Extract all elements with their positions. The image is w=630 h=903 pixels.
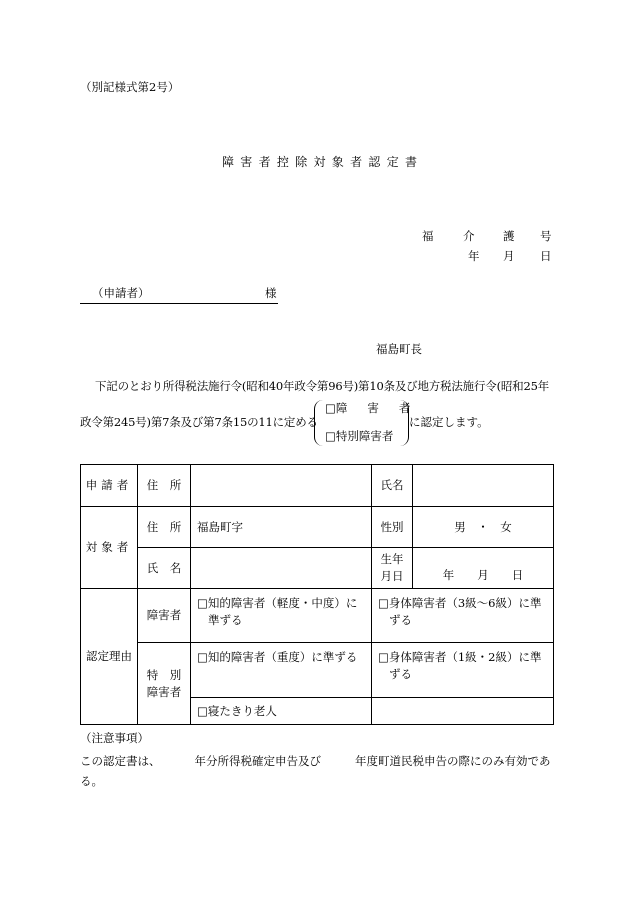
subject-birth-field[interactable]: 年 月 日 xyxy=(413,548,554,589)
subject-address-label: 住 所 xyxy=(138,507,191,548)
option-disabled-b: 害 xyxy=(367,401,379,415)
option-disabled[interactable] xyxy=(325,403,410,415)
applicant-name-label: 氏名 xyxy=(372,465,413,507)
intellectual-severe-text: □知的障害者（重度）に準ずる xyxy=(197,650,358,664)
notes-text xyxy=(80,751,555,791)
issue-number-char-3: 護 xyxy=(503,229,515,243)
subject-name-field[interactable] xyxy=(191,548,372,589)
intellectual-severe-option[interactable] xyxy=(191,643,372,698)
issue-date-month: 月 xyxy=(503,249,515,263)
option-disabled-a: □障 xyxy=(325,401,348,415)
subject-address-field[interactable]: 福島町字 xyxy=(191,507,372,548)
subject-gender-field[interactable]: 男 ・ 女 xyxy=(413,507,554,548)
subject-gender-label: 性別 xyxy=(372,507,413,548)
notes-heading: （注意事項） xyxy=(80,731,149,745)
disabled-label: 障害者 xyxy=(138,589,191,643)
notes-text-c: 年度町道民税申告の際にのみ有効である。 xyxy=(80,754,551,788)
option-disabled-c: 者 xyxy=(398,401,411,415)
applicant-address-label: 住 所 xyxy=(138,465,191,507)
birth-label-line-1: 生年 xyxy=(380,552,404,567)
applicant-row-label: 申請者 xyxy=(81,465,138,507)
birth-label-line-2: 月日 xyxy=(380,569,404,583)
special-label-line-2: 障害者 xyxy=(146,684,182,699)
body-text-line-1: 下記のとおり所得税法施行令(昭和40年政令第96号)第10条及び地方税法施行令(昭和25年 xyxy=(95,379,549,393)
intellectual-mild-text: □知的障害者（軽度・中度）に準ずる xyxy=(197,596,358,627)
document-title: 障害者控除対象者認定書 xyxy=(222,155,424,169)
body-text-line-2-end: に認定します。 xyxy=(409,415,489,429)
physical-mild-option[interactable] xyxy=(372,589,554,643)
certification-table xyxy=(80,464,554,725)
body-text-line-2: 政令第245号)第7条及び第7条15の11に定める xyxy=(80,415,318,429)
empty-cell xyxy=(372,698,554,725)
form-number: （別記様式第2号） xyxy=(80,80,180,94)
subject-name-label: 氏 名 xyxy=(138,548,191,589)
bedridden-option[interactable]: □寝たきり老人 xyxy=(191,698,372,725)
notes-text-b: 年分所得税確定申告及び xyxy=(194,754,321,768)
applicant-name-field[interactable] xyxy=(413,465,554,507)
issue-number-char-4: 号 xyxy=(540,229,552,243)
subject-row-label: 対象者 xyxy=(81,507,138,589)
special-label-line-1: 特 別 xyxy=(146,667,182,682)
applicant-label: （申請者） xyxy=(92,286,150,300)
issue-date-year: 年 xyxy=(468,249,480,263)
intellectual-mild-option[interactable] xyxy=(191,589,372,643)
physical-severe-option[interactable] xyxy=(372,643,554,698)
applicant-address-field[interactable] xyxy=(191,465,372,507)
issuer-name: 福島町長 xyxy=(376,342,422,356)
issue-date-day: 日 xyxy=(540,249,552,263)
reason-row-label: 認定理由 xyxy=(81,589,138,725)
special-disabled-label xyxy=(138,643,191,725)
physical-severe-text: □身体障害者（1級・2級）に準ずる xyxy=(378,650,542,681)
subject-birth-label xyxy=(372,548,413,589)
applicant-honorific: 様 xyxy=(265,286,277,300)
physical-mild-text: □身体障害者（3級～6級）に準ずる xyxy=(378,596,542,627)
issue-number-char-2: 介 xyxy=(463,229,475,243)
option-special-disabled[interactable]: □特別障害者 xyxy=(325,429,394,443)
issue-number-char-1: 福 xyxy=(422,229,434,243)
notes-text-a: この認定書は、 xyxy=(80,754,161,768)
